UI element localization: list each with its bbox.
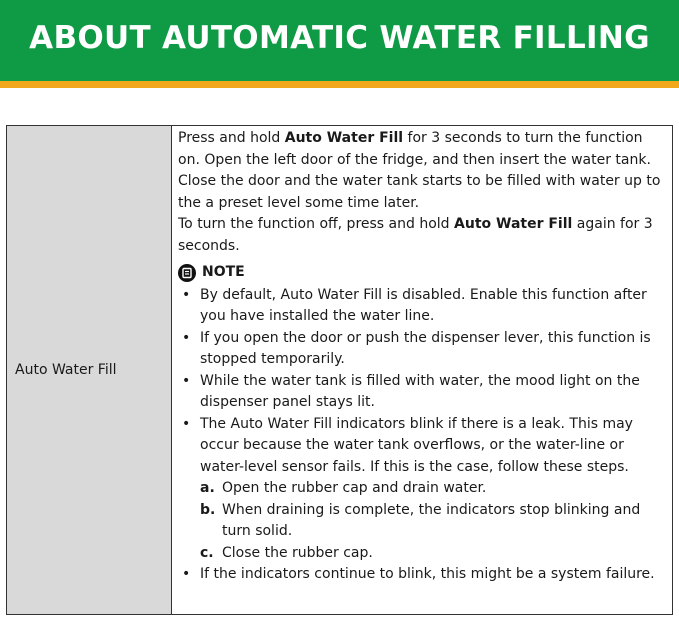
- header-accent-stripe: [0, 81, 679, 88]
- list-item: • By default, Auto Water Fill is disabled. Enable this function after you have installed the water line.: [178, 285, 666, 328]
- intro-paragraph-on: [178, 128, 666, 214]
- step-item: [200, 500, 666, 543]
- button-name: Auto Water Fill: [284, 130, 404, 146]
- intro-text: for 3 seconds to turn the function on. Open the left door of the fridge, and then insert the water tank. Close the door and the water tank starts to be filled with water up to the a preset level some time later.: [178, 130, 661, 211]
- page-title: ABOUT AUTOMATIC WATER FILLING: [29, 20, 650, 56]
- list-item: • While the water tank is filled with water, the mood light on the dispenser panel stays lit.: [178, 371, 666, 414]
- note-label: NOTE: [202, 264, 245, 280]
- step-list: [200, 478, 666, 564]
- intro-text: again for 3 seconds.: [178, 216, 653, 254]
- step-text: Open the rubber cap and drain water.: [222, 480, 487, 496]
- intro-paragraph-off: [178, 214, 666, 257]
- list-item-text: The Auto Water Fill indicators blink if there is a leak. This may occur because the water tank overflows, or the water-line or water-level sensor fails. If this is the case, follow these steps.: [200, 415, 633, 475]
- list-item: • If you open the door or push the dispenser lever, this function is stopped temporarily.: [178, 328, 666, 371]
- table-label-cell: [7, 126, 172, 614]
- list-item: [178, 414, 666, 565]
- step-letter: b.: [200, 501, 216, 518]
- list-item: • If the indicators continue to blink, this might be a system failure.: [178, 564, 666, 586]
- intro-text: To turn the function off, press and hold: [178, 216, 455, 232]
- note-list: [178, 285, 666, 586]
- feature-label: Auto Water Fill: [15, 362, 117, 378]
- step-item: [200, 478, 666, 500]
- button-name: Auto Water Fill: [454, 216, 573, 232]
- header-banner: [0, 0, 679, 81]
- note-pencil-icon: [178, 264, 196, 282]
- step-letter: c.: [200, 544, 214, 561]
- intro-text: Press and hold: [178, 130, 285, 146]
- note-heading: [178, 262, 666, 284]
- step-text: Close the rubber cap.: [222, 544, 373, 561]
- step-letter: a.: [200, 480, 215, 496]
- table-content-cell: [172, 126, 672, 614]
- step-text: When draining is complete, the indicators stop blinking and turn solid.: [222, 501, 641, 539]
- info-table: [6, 125, 673, 615]
- step-item: [200, 543, 666, 565]
